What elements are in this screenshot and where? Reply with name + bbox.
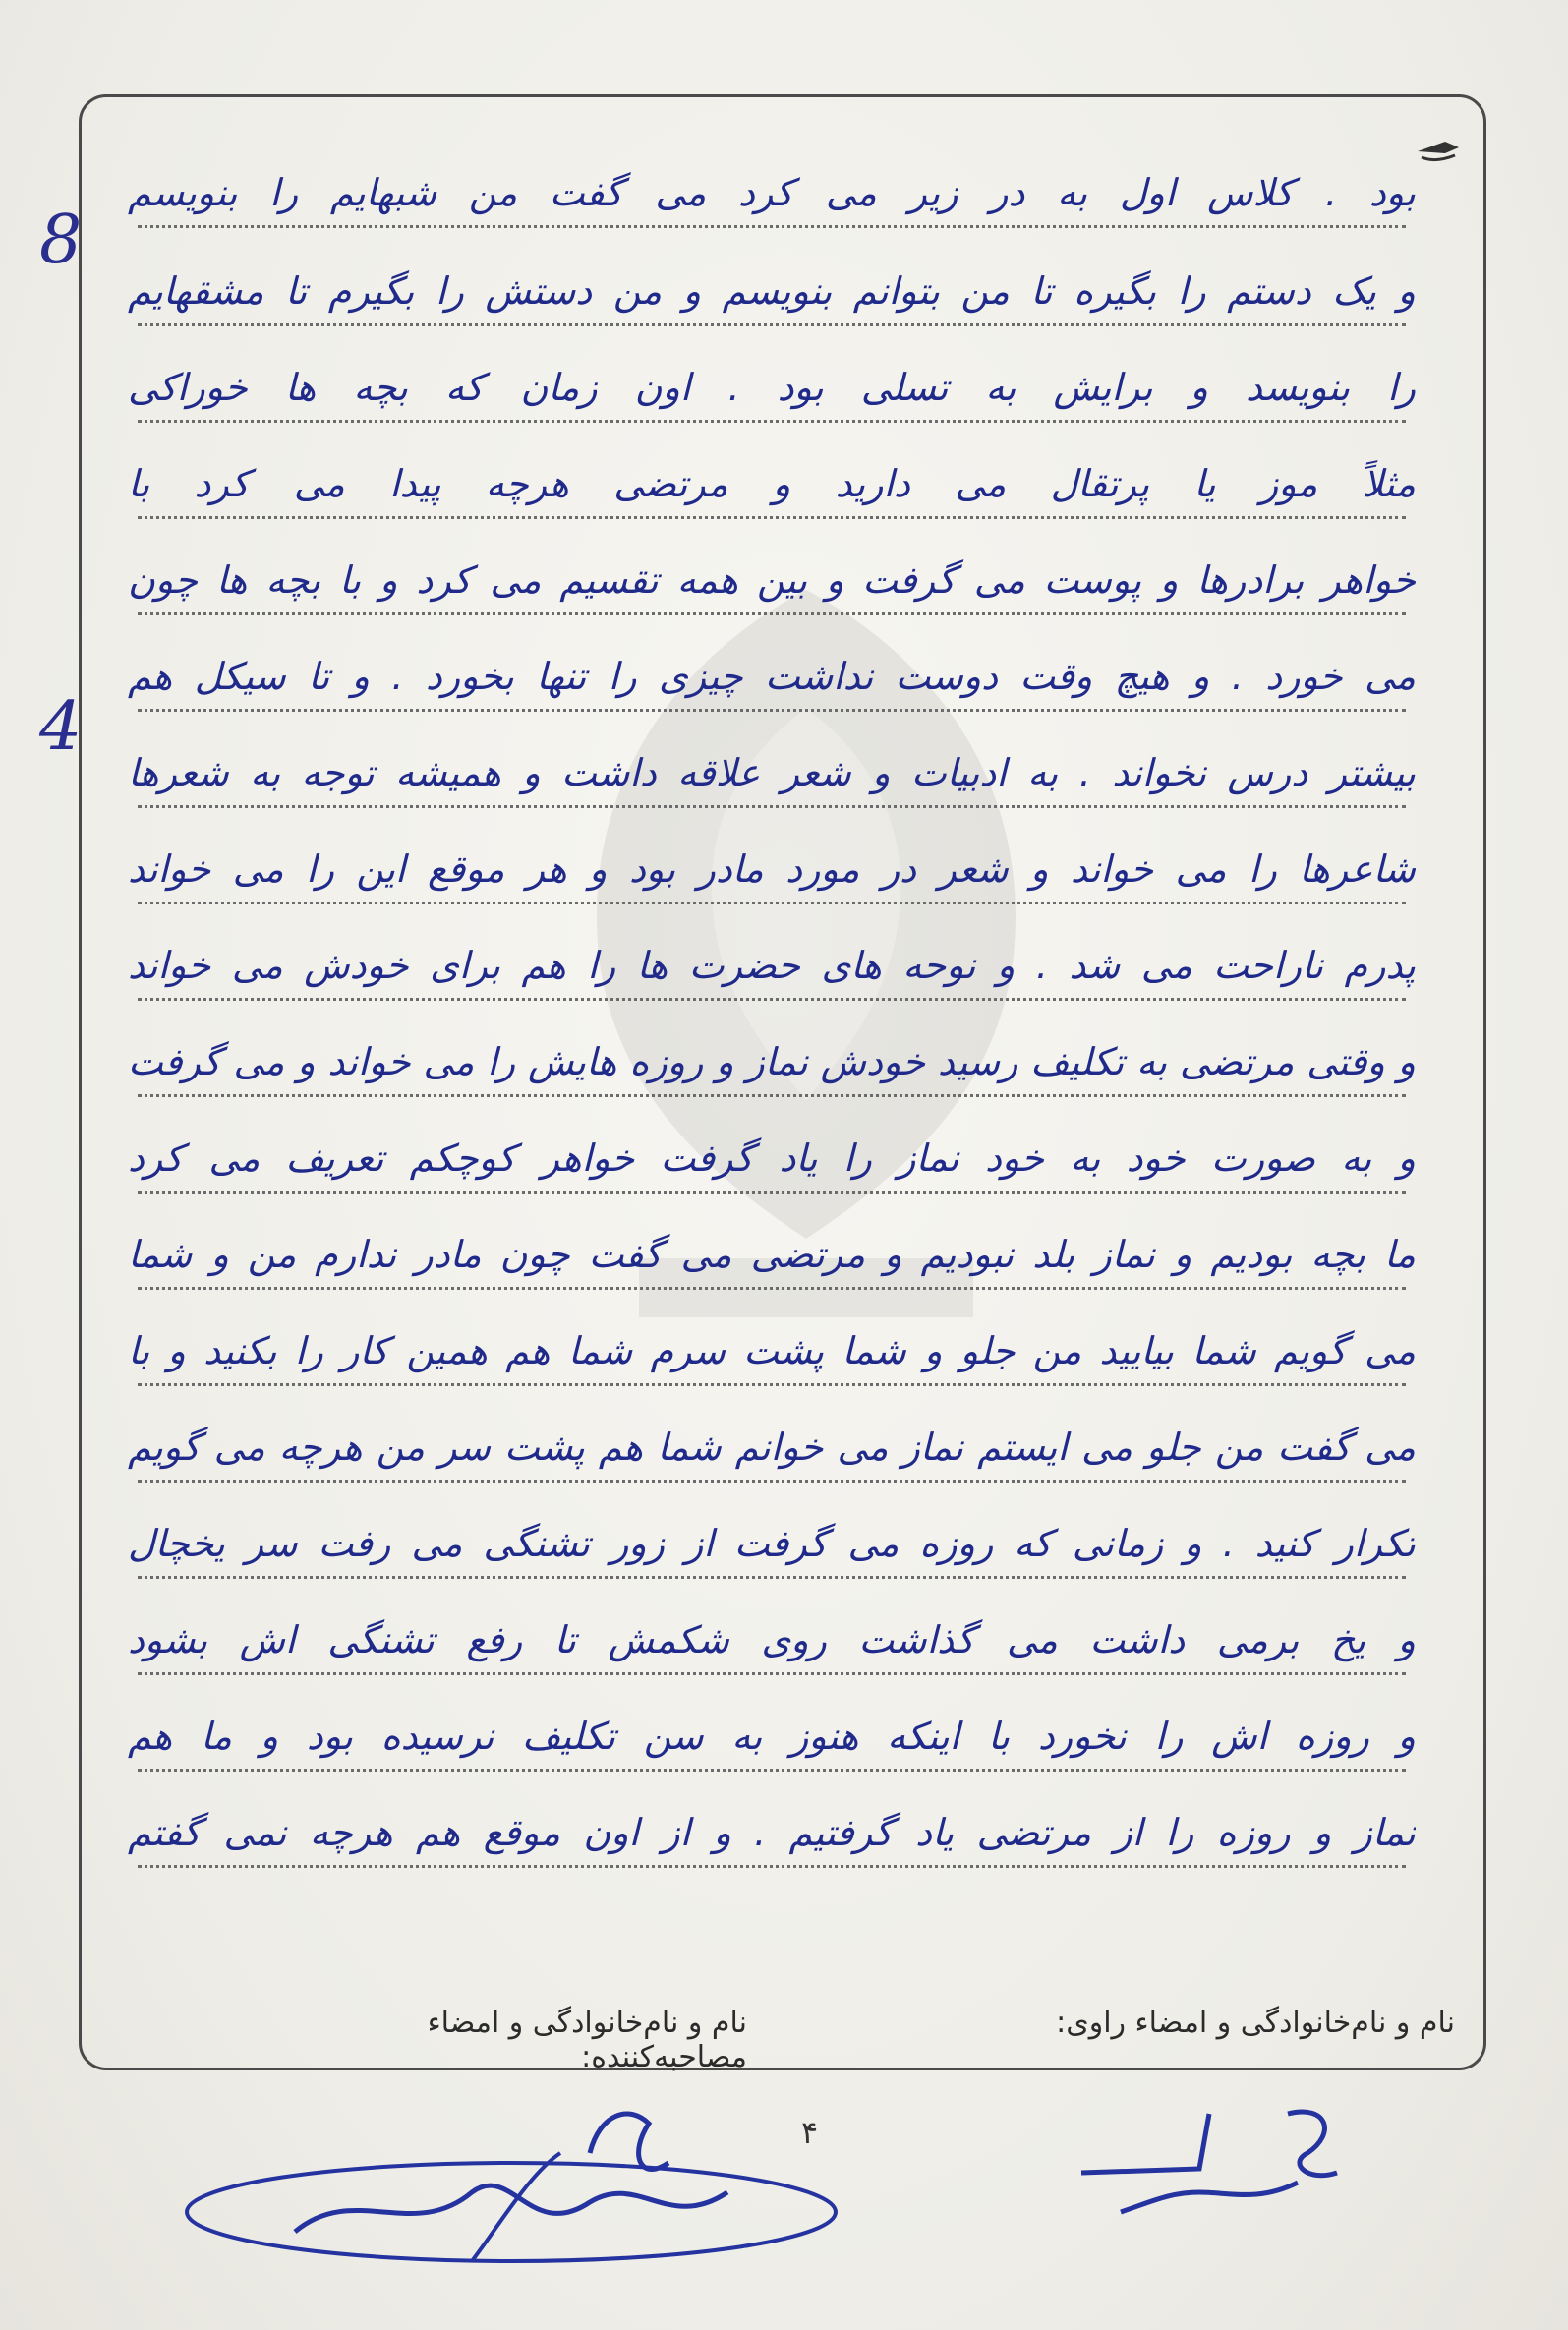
- margin-mark: 8: [39, 202, 83, 279]
- text-line: و روزه اش را نخورد با اینکه هنوز به سن تکلیف نرسیده بود و ما هم: [118, 1681, 1445, 1779]
- text-line: می گویم شما بیایید من جلو و شما پشت سرم شما هم همین کار را بکنید و با: [118, 1296, 1445, 1394]
- text-line: می خورد . و هیچ وقت دوست نداشت چیزی را تنها بخورد . و تا سیکل هم: [118, 621, 1445, 720]
- text-line: و یخ برمی داشت می گذاشت روی شکمش تا رفع تشنگی اش بشود: [118, 1585, 1445, 1683]
- text-line: پدرم ناراحت می شد . و نوحه های حضرت ها را هم برای خودش می خواند: [118, 910, 1445, 1009]
- signature-right: [1062, 2094, 1357, 2232]
- text-line: و یک دستم را بگیره تا من بتوانم بنویسم و من دستش را بگیرم تا مشقهایم: [118, 236, 1445, 334]
- text-line: بود . کلاس اول به در زیر می کرد می گفت من شبهایم را بنویسم: [118, 138, 1445, 236]
- text-line: می گفت من جلو می ایستم نماز می خوانم شما هم پشت سر من هرچه می گویم: [118, 1392, 1445, 1490]
- text-line: و وقتی مرتضی به تکلیف رسید خودش نماز و روزه هایش را می خواند و می گرفت: [118, 1007, 1445, 1105]
- text-line: ما بچه بودیم و نماز بلد نبودیم و مرتضی می گفت چون مادر ندارم من و شما: [118, 1199, 1445, 1298]
- text-line: خواهر برادرها و پوست می گرفت و بین همه تقسیم می کرد و با بچه ها چون: [118, 525, 1445, 623]
- margin-mark: 4: [39, 688, 83, 766]
- text-line: و به صورت خود به خود نماز را یاد گرفت خواهر کوچکم تعریف می کرد: [118, 1103, 1445, 1201]
- text-line: را بنویسد و برایش به تسلی بود . اون زمان که بچه ها خوراکی: [118, 332, 1445, 431]
- narrator-signature-label: نام و نام‌خانوادگی و امضاء راوی:: [1056, 2006, 1455, 2040]
- text-line: شاعرها را می خواند و شعر در مورد مادر بود و هر موقع این را می خواند: [118, 814, 1445, 912]
- signature-left: [177, 2094, 885, 2281]
- interviewer-signature-label: نام و نام‌خانوادگی و امضاء مصاحبه‌کننده:: [427, 2006, 747, 2074]
- text-line: تکرار کنید . و زمانی که روزه می گرفت از زور تشنگی می رفت سر یخچال: [118, 1488, 1445, 1587]
- signature-labels: [315, 2006, 1455, 2074]
- text-line: بیشتر درس نخواند . به ادبیات و شعر علاقه داشت و همیشه توجه به شعرها: [118, 718, 1445, 816]
- text-line: نماز و روزه را از مرتضی یاد گرفتیم . و از اون موقع هم هرچه نمی گفتم: [118, 1777, 1445, 1876]
- page-number: ۴: [801, 2114, 819, 2151]
- text-line: مثلاً موز یا پرتقال می دارید و مرتضی هرچه پیدا می کرد با: [118, 429, 1445, 527]
